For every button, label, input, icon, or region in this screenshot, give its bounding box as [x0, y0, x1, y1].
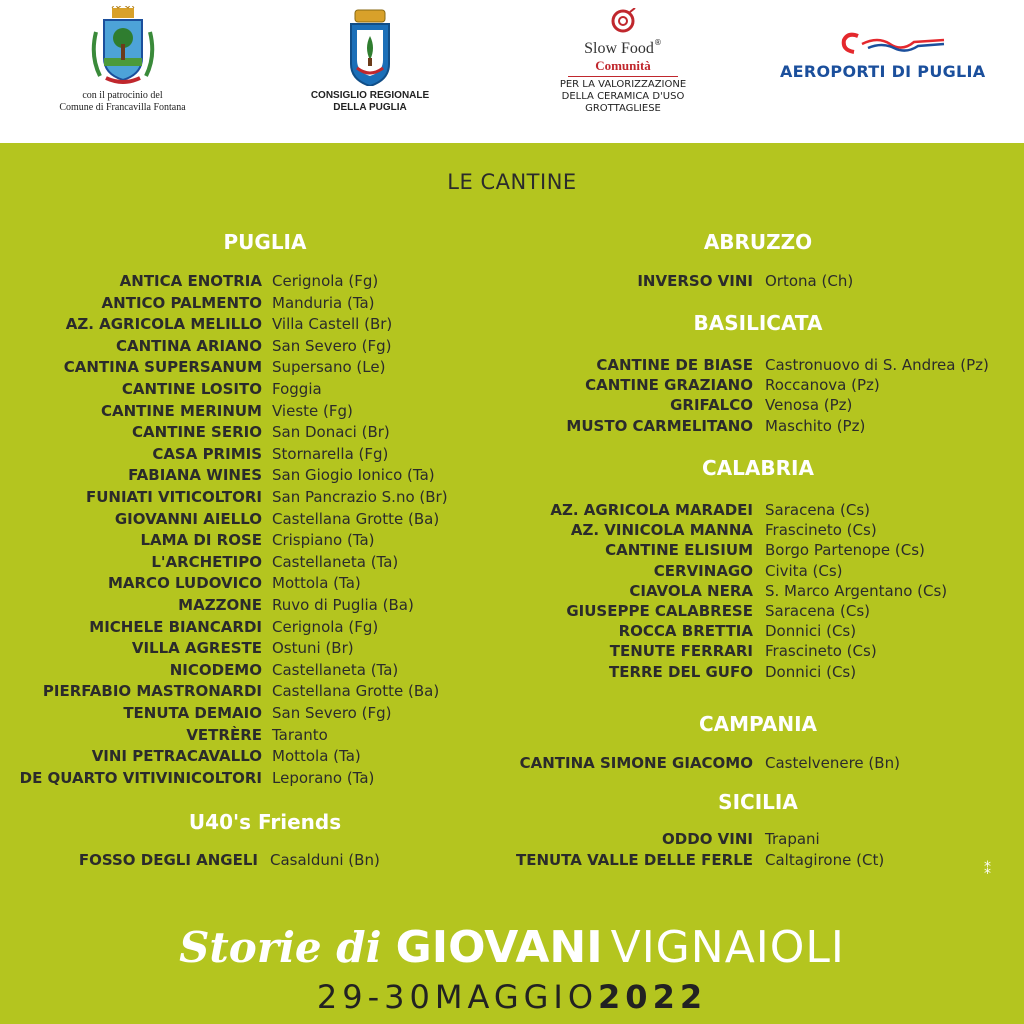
winery-row — [0, 725, 328, 748]
page-title: LE CANTINE — [447, 170, 577, 194]
puglia-crest-icon — [347, 8, 393, 86]
winery-name: DE QUARTO VITIVINICOLTORI — [19, 768, 262, 787]
winery-name: TENUTA VALLE DELLE FERLE — [515, 851, 753, 869]
winery-row — [0, 704, 392, 726]
winery-row — [0, 830, 820, 852]
winery-name: FABIANA WINES — [128, 466, 262, 485]
winery-location: Ostuni (Br) — [272, 639, 354, 658]
winery-name: TENUTE FERRARI — [609, 642, 753, 661]
winery-name: ROCCA BRETTIA — [618, 622, 753, 641]
winery-name: AZ. AGRICOLA MELILLO — [65, 315, 262, 334]
winery-name: FOSSO DEGLI ANGELI — [78, 851, 258, 869]
winery-location: Donnici (Cs) — [765, 662, 857, 681]
winery-name: CANTINE LOSITO — [121, 380, 262, 398]
slowfood-sub: Comunità — [595, 58, 651, 73]
winery-name: LAMA DI ROSE — [140, 531, 262, 550]
winery-location: Leporano (Ta) — [272, 768, 375, 787]
francavilla-caption-line1: con il patrocinio del — [82, 90, 163, 101]
winery-row — [0, 293, 375, 316]
slowfood-line3: GROTTAGLIESE — [585, 103, 661, 114]
aeroporti-text: AEROPORTI DI PUGLIA — [780, 62, 986, 81]
winery-name: MAZZONE — [178, 596, 262, 614]
winery-location: Crispiano (Ta) — [272, 531, 375, 550]
event-date-days: 29-30MAGGIO — [316, 978, 599, 1016]
aeroporti-logo — [780, 30, 985, 81]
winery-location: Mottola (Ta) — [272, 747, 361, 766]
winery-location: San Pancrazio S.no (Br) — [272, 488, 448, 506]
francavilla-caption-line2: Comune di Francavilla Fontana — [59, 102, 186, 113]
event-title-vignaioli: VIGNAIOLI — [610, 922, 845, 973]
winery-location: Maschito (Pz) — [765, 416, 866, 435]
slowfood-title: Slow Food — [584, 40, 654, 57]
winery-name: INVERSO VINI — [637, 272, 753, 290]
snail-icon — [608, 8, 638, 34]
winery-name: GRIFALCO — [670, 396, 753, 415]
winery-location: S. Marco Argentano (Cs) — [765, 581, 948, 600]
winery-location: San Severo (Fg) — [272, 704, 392, 722]
slowfood-line1: PER LA VALORIZZAZIONE — [559, 79, 687, 90]
sponsor-header — [0, 0, 1024, 143]
winery-location: Saracena (Cs) — [765, 501, 871, 519]
winery-location: Castelvenere (Bn) — [765, 754, 900, 772]
winery-name: CANTINE GRAZIANO — [585, 376, 753, 395]
aeroporti-logo-icon — [818, 30, 948, 58]
winery-location: Casalduni (Bn) — [270, 851, 380, 869]
slowfood-registered: ® — [653, 38, 662, 47]
winery-location: Mottola (Ta) — [272, 574, 361, 593]
winery-location: Cerignola (Fg) — [272, 617, 379, 636]
winery-name: MARCO LUDOVICO — [107, 574, 262, 593]
winery-name: CASA PRIMIS — [152, 444, 262, 463]
winery-name: TENUTA DEMAIO — [123, 704, 262, 722]
event-title-giovani: GIOVANI — [395, 922, 603, 973]
region-heading-sicilia: SICILIA — [718, 790, 798, 814]
winery-location: San Giogio Ionico (Ta) — [272, 466, 435, 485]
event-title — [0, 922, 1024, 973]
winery-name: CANTINA SIMONE GIACOMO — [519, 754, 753, 772]
event-date — [0, 978, 1024, 1016]
winery-name: CANTINE MERINUM — [101, 401, 262, 420]
region-heading-campania: CAMPANIA — [698, 712, 818, 736]
winery-name: CIAVOLA NERA — [629, 581, 753, 600]
winery-location: San Severo (Fg) — [272, 336, 392, 355]
winery-location: Borgo Partenope (Cs) — [765, 541, 925, 560]
winery-name: ANTICO PALMENTO — [101, 293, 262, 312]
winery-location: Frascineto (Cs) — [765, 642, 877, 661]
winery-name: L'ARCHETIPO — [151, 552, 262, 571]
winery-name: PIERFABIO MASTRONARDI — [42, 682, 262, 701]
winery-location: Saracena (Cs) — [765, 602, 871, 620]
winery-location: Castellaneta (Ta) — [272, 552, 399, 571]
winery-location: Taranto — [272, 725, 328, 744]
winery-name: AZ. AGRICOLA MARADEI — [550, 501, 753, 519]
winery-location: Ortona (Ch) — [765, 272, 854, 290]
winery-location: Roccanova (Pz) — [765, 376, 880, 395]
event-date-year: 2022 — [598, 978, 708, 1016]
winery-location: Manduria (Ta) — [272, 293, 375, 312]
winery-location: Castellaneta (Ta) — [272, 660, 399, 679]
winery-row — [0, 682, 440, 704]
winery-location: Villa Castell (Br) — [272, 315, 393, 334]
winery-name: CANTINE SERIO — [132, 423, 262, 442]
winery-name: ANTICA ENOTRIA — [119, 272, 262, 290]
slowfood-line2: DELLA CERAMICA D'USO — [561, 91, 685, 102]
slowfood-logo — [548, 8, 698, 115]
region-heading-abruzzo: ABRUZZO — [703, 230, 813, 254]
francavilla-crest-icon — [88, 6, 158, 86]
winery-location: Civita (Cs) — [765, 561, 843, 580]
winery-location: San Donaci (Br) — [272, 423, 390, 442]
winery-location: Castellana Grotte (Ba) — [272, 509, 440, 528]
winery-location: Venosa (Pz) — [765, 396, 853, 415]
winery-location: Caltagirone (Ct) — [765, 851, 885, 869]
consiglio-logo — [295, 8, 445, 114]
winery-name: CANTINE DE BIASE — [596, 356, 753, 374]
winery-name: VILLA AGRESTE — [131, 639, 262, 658]
winery-name: CANTINA ARIANO — [115, 336, 262, 355]
region-heading-basilicata: BASILICATA — [693, 311, 823, 335]
winery-name: NICODEMO — [169, 660, 262, 679]
region-heading-puglia: PUGLIA — [223, 230, 307, 254]
winery-name: GIUSEPPE CALABRESE — [566, 602, 753, 620]
winery-location: Supersano (Le) — [272, 358, 386, 377]
winery-name: MUSTO CARMELITANO — [566, 416, 753, 435]
winery-location: Ruvo di Puglia (Ba) — [272, 596, 414, 614]
winery-name: TERRE DEL GUFO — [608, 662, 753, 681]
winery-location: Stornarella (Fg) — [272, 444, 389, 463]
winery-name: MICHELE BIANCARDI — [89, 617, 262, 636]
winery-name: AZ. VINICOLA MANNA — [570, 521, 753, 540]
winery-row — [0, 444, 389, 467]
winery-name: FUNIATI VITICOLTORI — [86, 488, 262, 506]
winery-location: Trapani — [765, 830, 820, 848]
consiglio-line2: DELLA PUGLIA — [333, 102, 407, 113]
winery-row — [0, 315, 393, 337]
winery-name: VINI PETRACAVALLO — [91, 747, 262, 766]
event-title-storie: Storie di — [179, 923, 382, 972]
winery-location: Frascineto (Cs) — [765, 521, 877, 540]
winery-name: CANTINE ELISIUM — [605, 541, 753, 560]
francavilla-logo — [40, 6, 205, 114]
winery-location: Castronuovo di S. Andrea (Pz) — [765, 356, 989, 374]
winery-name: ODDO VINI — [662, 830, 753, 848]
winery-name: CANTINA SUPERSANUM — [63, 358, 262, 377]
region-heading-calabria: CALABRIA — [702, 456, 814, 480]
winery-name: VETRÈRE — [186, 725, 262, 744]
winery-location: Foggia — [272, 380, 322, 398]
winery-location: Donnici (Cs) — [765, 622, 857, 641]
consiglio-line1: CONSIGLIO REGIONALE — [310, 90, 430, 101]
winery-location: Castellana Grotte (Ba) — [272, 682, 440, 701]
winery-name: GIOVANNI AIELLO — [114, 509, 262, 528]
winery-location: Cerignola (Fg) — [272, 272, 379, 290]
decorative-mark: ⁑ — [984, 862, 991, 878]
winery-location: Vieste (Fg) — [272, 401, 353, 420]
winery-name: CERVINAGO — [653, 561, 753, 580]
winery-row — [0, 466, 435, 488]
region-heading-u40: U40's Friends — [188, 810, 342, 834]
